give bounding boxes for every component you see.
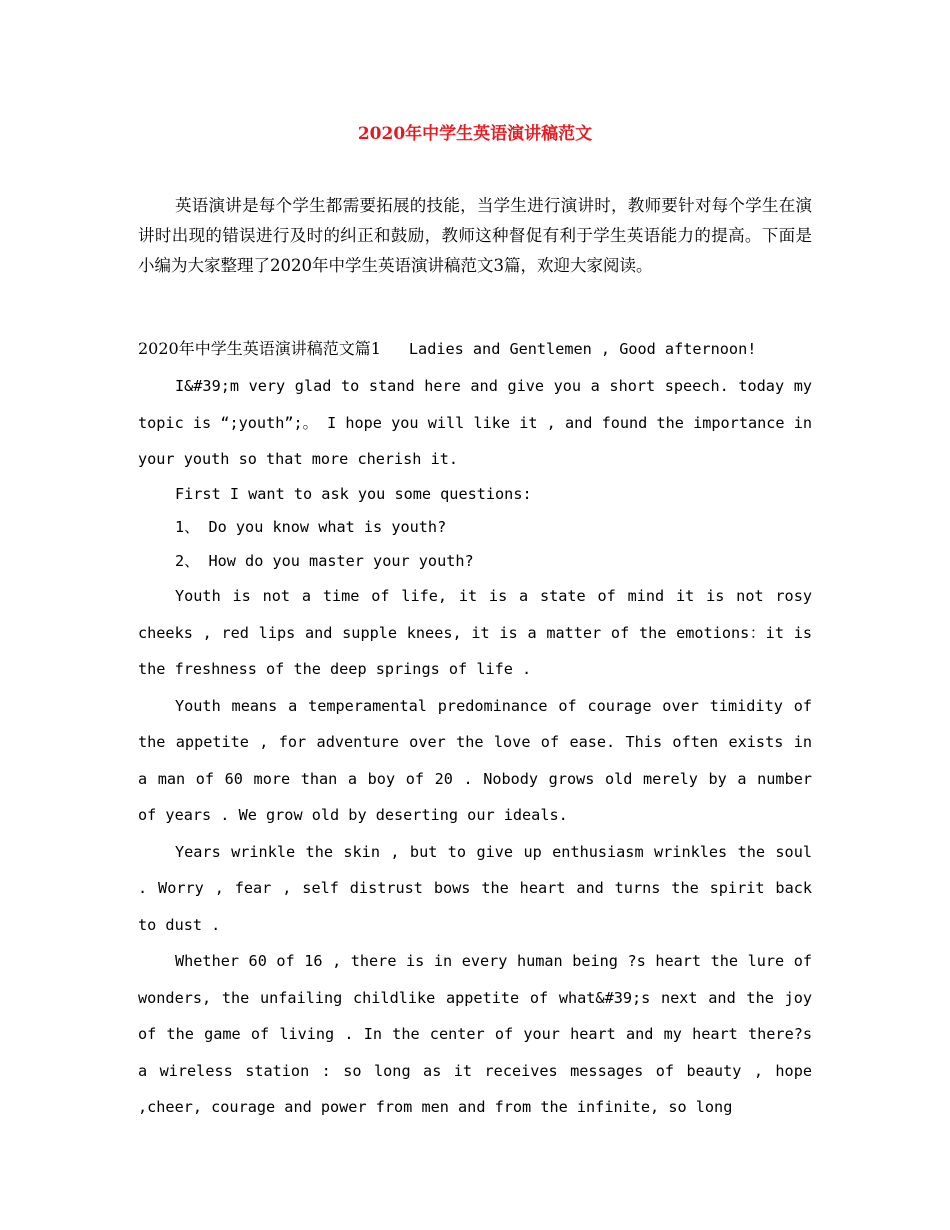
paragraph-3: Youth is not a time of life, it is a state of mind it is not rosy cheeks , red lips and supple knees, it is a matter of the emotions：it is the freshness of the deep springs of life .	[138, 587, 812, 678]
document-title: 2020年中学生英语演讲稿范文	[357, 124, 593, 144]
paragraph-6: Whether 60 of 16 , there is in every human being ?s heart the lure of wonders, the unfailing childlike appetite of what&#39;s next and the joy of the game of living . In the center of your heart and my heart there?s a wireless station : so long as it receives messages of beauty , hope ,cheer, courage and power from men and from the infinite, so long	[138, 952, 812, 1116]
list-item-2: 2、 How do you master your youth?	[175, 551, 474, 570]
section-heading-line	[138, 336, 812, 362]
paragraph-1: I&#39;m very glad to stand here and give you a short speech. today my topic is “;youth”;。 I hope you will like it , and found the importance in your youth so that more cherish it.	[138, 377, 812, 468]
greeting: Ladies and Gentlemen , Good afternoon!	[408, 340, 757, 358]
paragraph-2: First I want to ask you some questions:	[175, 484, 532, 503]
list-item-1: 1、 Do you know what is youth?	[175, 518, 447, 536]
paragraph-4: Youth means a temperamental predominance of courage over timidity of the appetite , for adventure over the love of ease. This often exists in a man of 60 more than a boy of 20 . Nobody grows old merely by a number of years . We grow old by deserting our ideals.	[138, 696, 812, 824]
section-heading: 2020年中学生英语演讲稿范文篇1	[138, 339, 381, 358]
paragraph-5: Years wrinkle the skin , but to give up enthusiasm wrinkles the soul . Worry , fear , self distrust bows the heart and turns the spirit back to dust .	[138, 842, 812, 934]
speech-body	[138, 336, 812, 1126]
intro-paragraph: 英语演讲是每个学生都需要拓展的技能，当学生进行演讲时，教师要针对每个学生在演讲时出现的错误进行及时的纠正和鼓励，教师这种督促有利于学生英语能力的提高。下面是小编为大家整理了2020年中学生英语演讲稿范文3篇，欢迎大家阅读。	[138, 196, 812, 275]
